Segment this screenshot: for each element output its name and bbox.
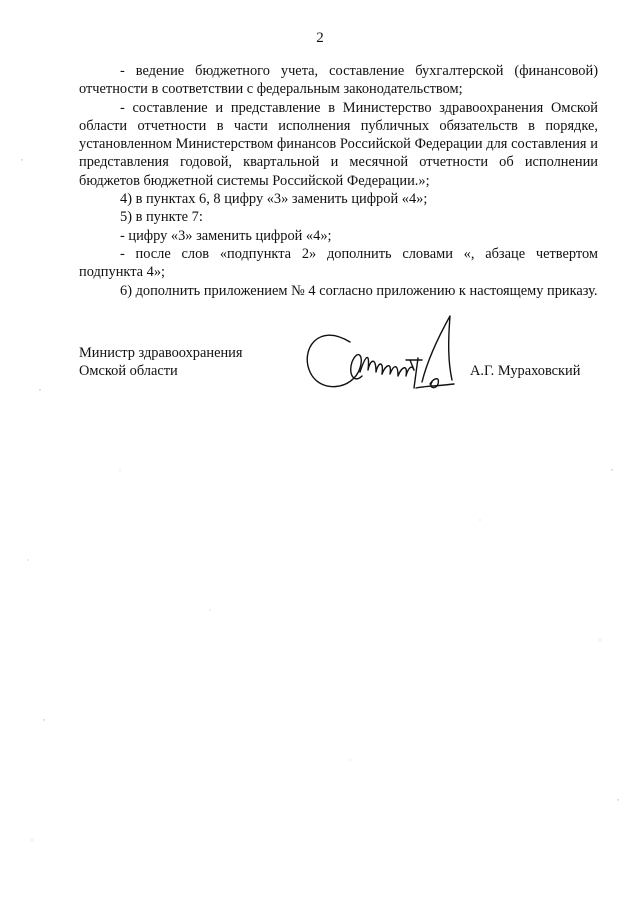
paragraph: - цифру «3» заменить цифрой «4»;	[120, 227, 332, 244]
paragraph: 6) дополнить приложением № 4 согласно приложению к настоящему приказу.	[120, 282, 598, 299]
paragraph: 5) в пункте 7:	[120, 209, 203, 226]
signatory-name: А.Г. Мураховский	[470, 363, 581, 379]
signatory-title-line2: Омской области	[79, 363, 178, 379]
paragraph: 4) в пунктах 6, 8 цифру «3» заменить цифрой «4»;	[120, 191, 428, 208]
paragraph: - после слов «подпункта 2» дополнить словами «, абзаце четвертом подпункта 4»;	[79, 245, 598, 281]
paragraph: - ведение бюджетного учета, составление бухгалтерской (финансовой) отчетности в соответствии с федеральным законодательством;	[79, 63, 598, 98]
paragraph: - составление и представление в Министерство здравоохранения Омской области отчетности в части исполнения публичных обязательств в порядке, установленном Министерством финансов Российской Федерации для составления и представления годовой, квартальной и месячной отчетности об исполнении бюджетов бюджетной системы Российской Федерации.»;	[79, 99, 598, 189]
signatory-title	[79, 344, 243, 380]
handwritten-signature	[298, 302, 468, 402]
page-number: 2	[316, 30, 324, 46]
document-body	[79, 62, 598, 300]
signatory-title-line1: Министр здравоохранения	[79, 345, 243, 361]
